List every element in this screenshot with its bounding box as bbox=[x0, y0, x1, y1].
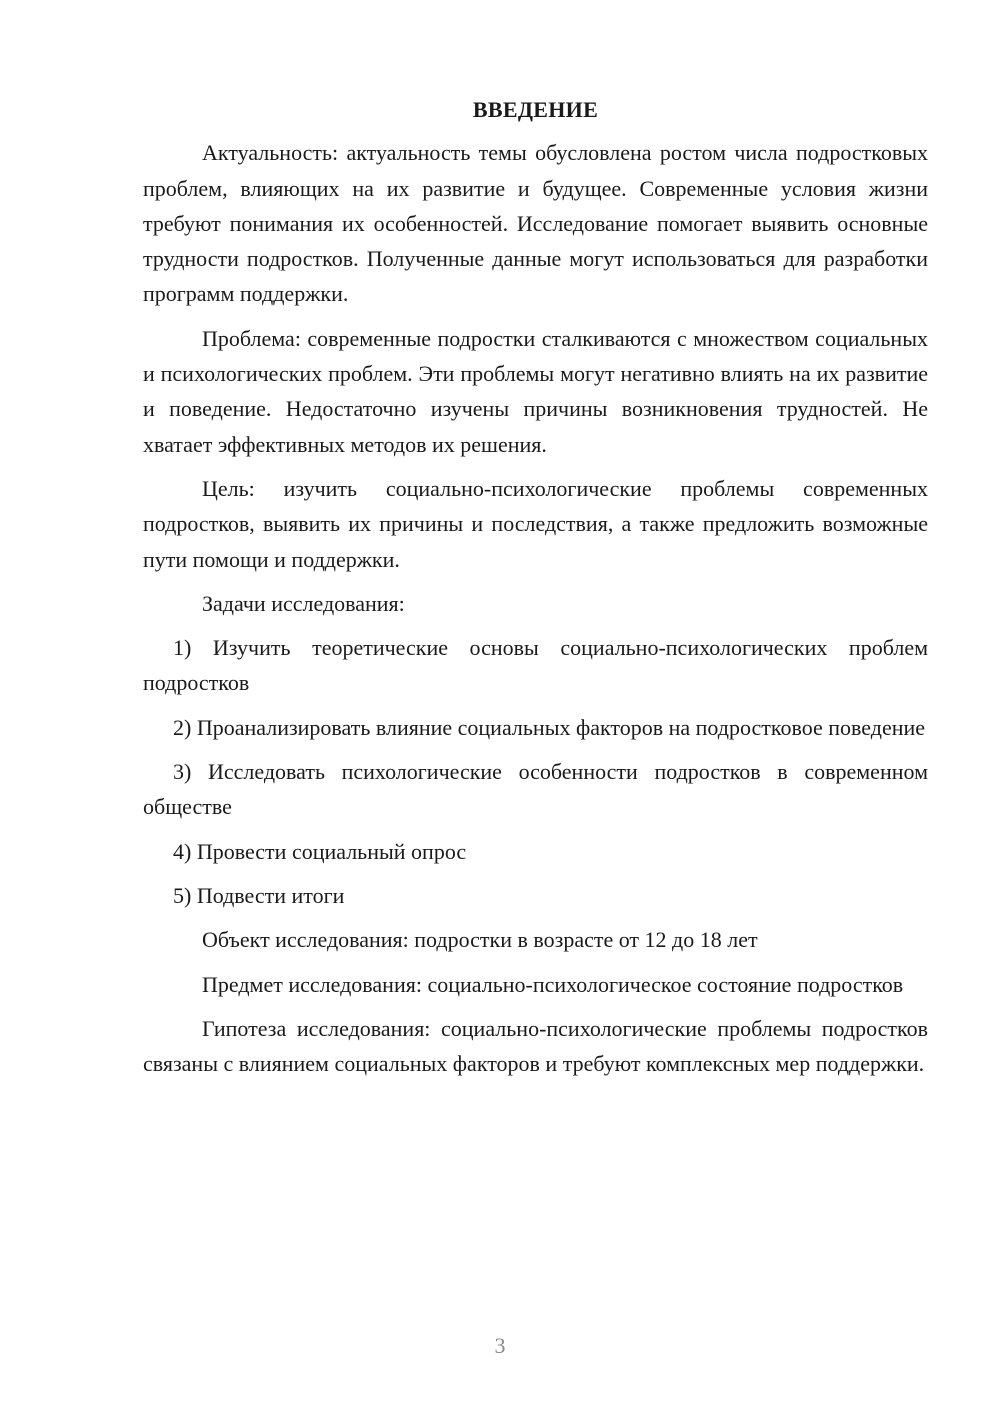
paragraph-subject: Предмет исследования: социально-психологическое состояние подростков bbox=[202, 971, 904, 997]
task-item-5: 5) Подвести итоги bbox=[173, 882, 345, 908]
paragraph-problem: Проблема: современные подростки сталкиваются с множеством социальных и психологических проблем. Эти проблемы могут негативно влиять на их развитие и поведение. Недостаточно изучены причины возникновения трудностей. Не хватает эффективных методов их решения. bbox=[143, 325, 928, 457]
paragraph-object: Объект исследования: подростки в возрасте от 12 до 18 лет bbox=[202, 927, 758, 953]
page-number: 3 bbox=[494, 1333, 506, 1358]
tasks-heading: Задачи исследования: bbox=[202, 590, 405, 616]
paragraph-hypothesis: Гипотеза исследования: социально-психологические проблемы подростков связаны с влиянием социальных факторов и требуют комплексных мер поддержки. bbox=[143, 1015, 928, 1077]
task-item-3: 3) Исследовать психологические особенности подростков в современном обществе bbox=[143, 759, 928, 820]
document-page bbox=[143, 92, 928, 1090]
paragraph-relevance: Актуальность: актуальность темы обусловлена ростом числа подростковых проблем, влияющих на их развитие и будущее. Современные условия жизни требуют понимания их особенностей. Исследование помогает выявить основные трудности подростков. Полученные данные могут использоваться для разработки программ поддержки. bbox=[143, 140, 928, 307]
paragraph-goal: Цель: изучить социально-психологические проблемы современных подростков, выявить их причины и последствия, а также предложить возможные пути помощи и поддержки. bbox=[143, 475, 928, 572]
task-item-2: 2) Проанализировать влияние социальных факторов на подростковое поведение bbox=[173, 714, 926, 740]
section-title: ВВЕДЕНИЕ bbox=[472, 97, 599, 122]
task-item-4: 4) Провести социальный опрос bbox=[173, 838, 467, 864]
task-item-1: 1) Изучить теоретические основы социально-психологических проблем подростков bbox=[143, 635, 928, 696]
